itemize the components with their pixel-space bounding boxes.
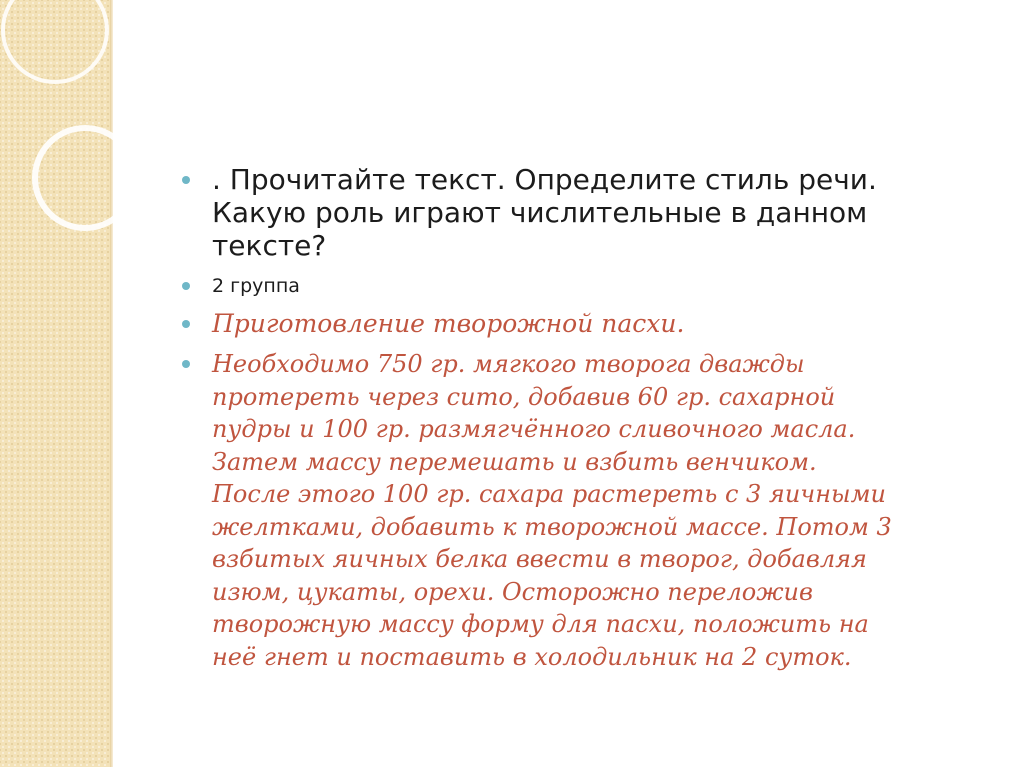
recipe-line: взбитых яичных белка ввести в творог, добавляя: [212, 545, 867, 573]
recipe-title-item: [182, 308, 982, 340]
recipe-line: пудры и 100 гр. размягчённого сливочного масла.: [212, 415, 856, 443]
bullet-icon: [182, 176, 190, 184]
bullet-icon: [182, 320, 190, 328]
top-ring: [3, 0, 107, 82]
group-label: 2 группа: [212, 275, 300, 297]
recipe-line: неё гнет и поставить в холодильник на 2 суток.: [212, 642, 852, 671]
task-line: тексте?: [212, 229, 327, 262]
recipe-line: изюм, цукаты, орехи. Осторожно переложив: [212, 577, 813, 606]
recipe-line: творожную массу форму для пасхи, положить на: [212, 610, 869, 638]
recipe-line: протереть через сито, добавив 60 гр. сахарной: [212, 382, 836, 411]
task-item: [182, 163, 982, 262]
recipe-line: Необходимо 750 гр. мягкого творога дважды: [212, 350, 805, 378]
recipe-line: Затем массу перемешать и взбить венчиком.: [212, 447, 817, 476]
group-item: [182, 274, 982, 298]
recipe-title: Приготовление творожной пасхи.: [212, 309, 685, 338]
bullet-icon: [182, 282, 190, 290]
task-line: Какую роль играют числительные в данном: [212, 196, 868, 229]
task-line: . Прочитайте текст. Определите стиль речи.: [212, 163, 877, 196]
lower-ring: [35, 128, 135, 228]
recipe-line: После этого 100 гр. сахара растереть с 3 яичными: [212, 480, 886, 508]
decorative-rings: [0, 0, 160, 260]
recipe-line: желтками, добавить к творожной массе. Потом 3: [212, 512, 892, 541]
bullet-icon: [182, 360, 190, 368]
recipe-text-item: [182, 348, 982, 673]
slide-content: [182, 163, 982, 673]
